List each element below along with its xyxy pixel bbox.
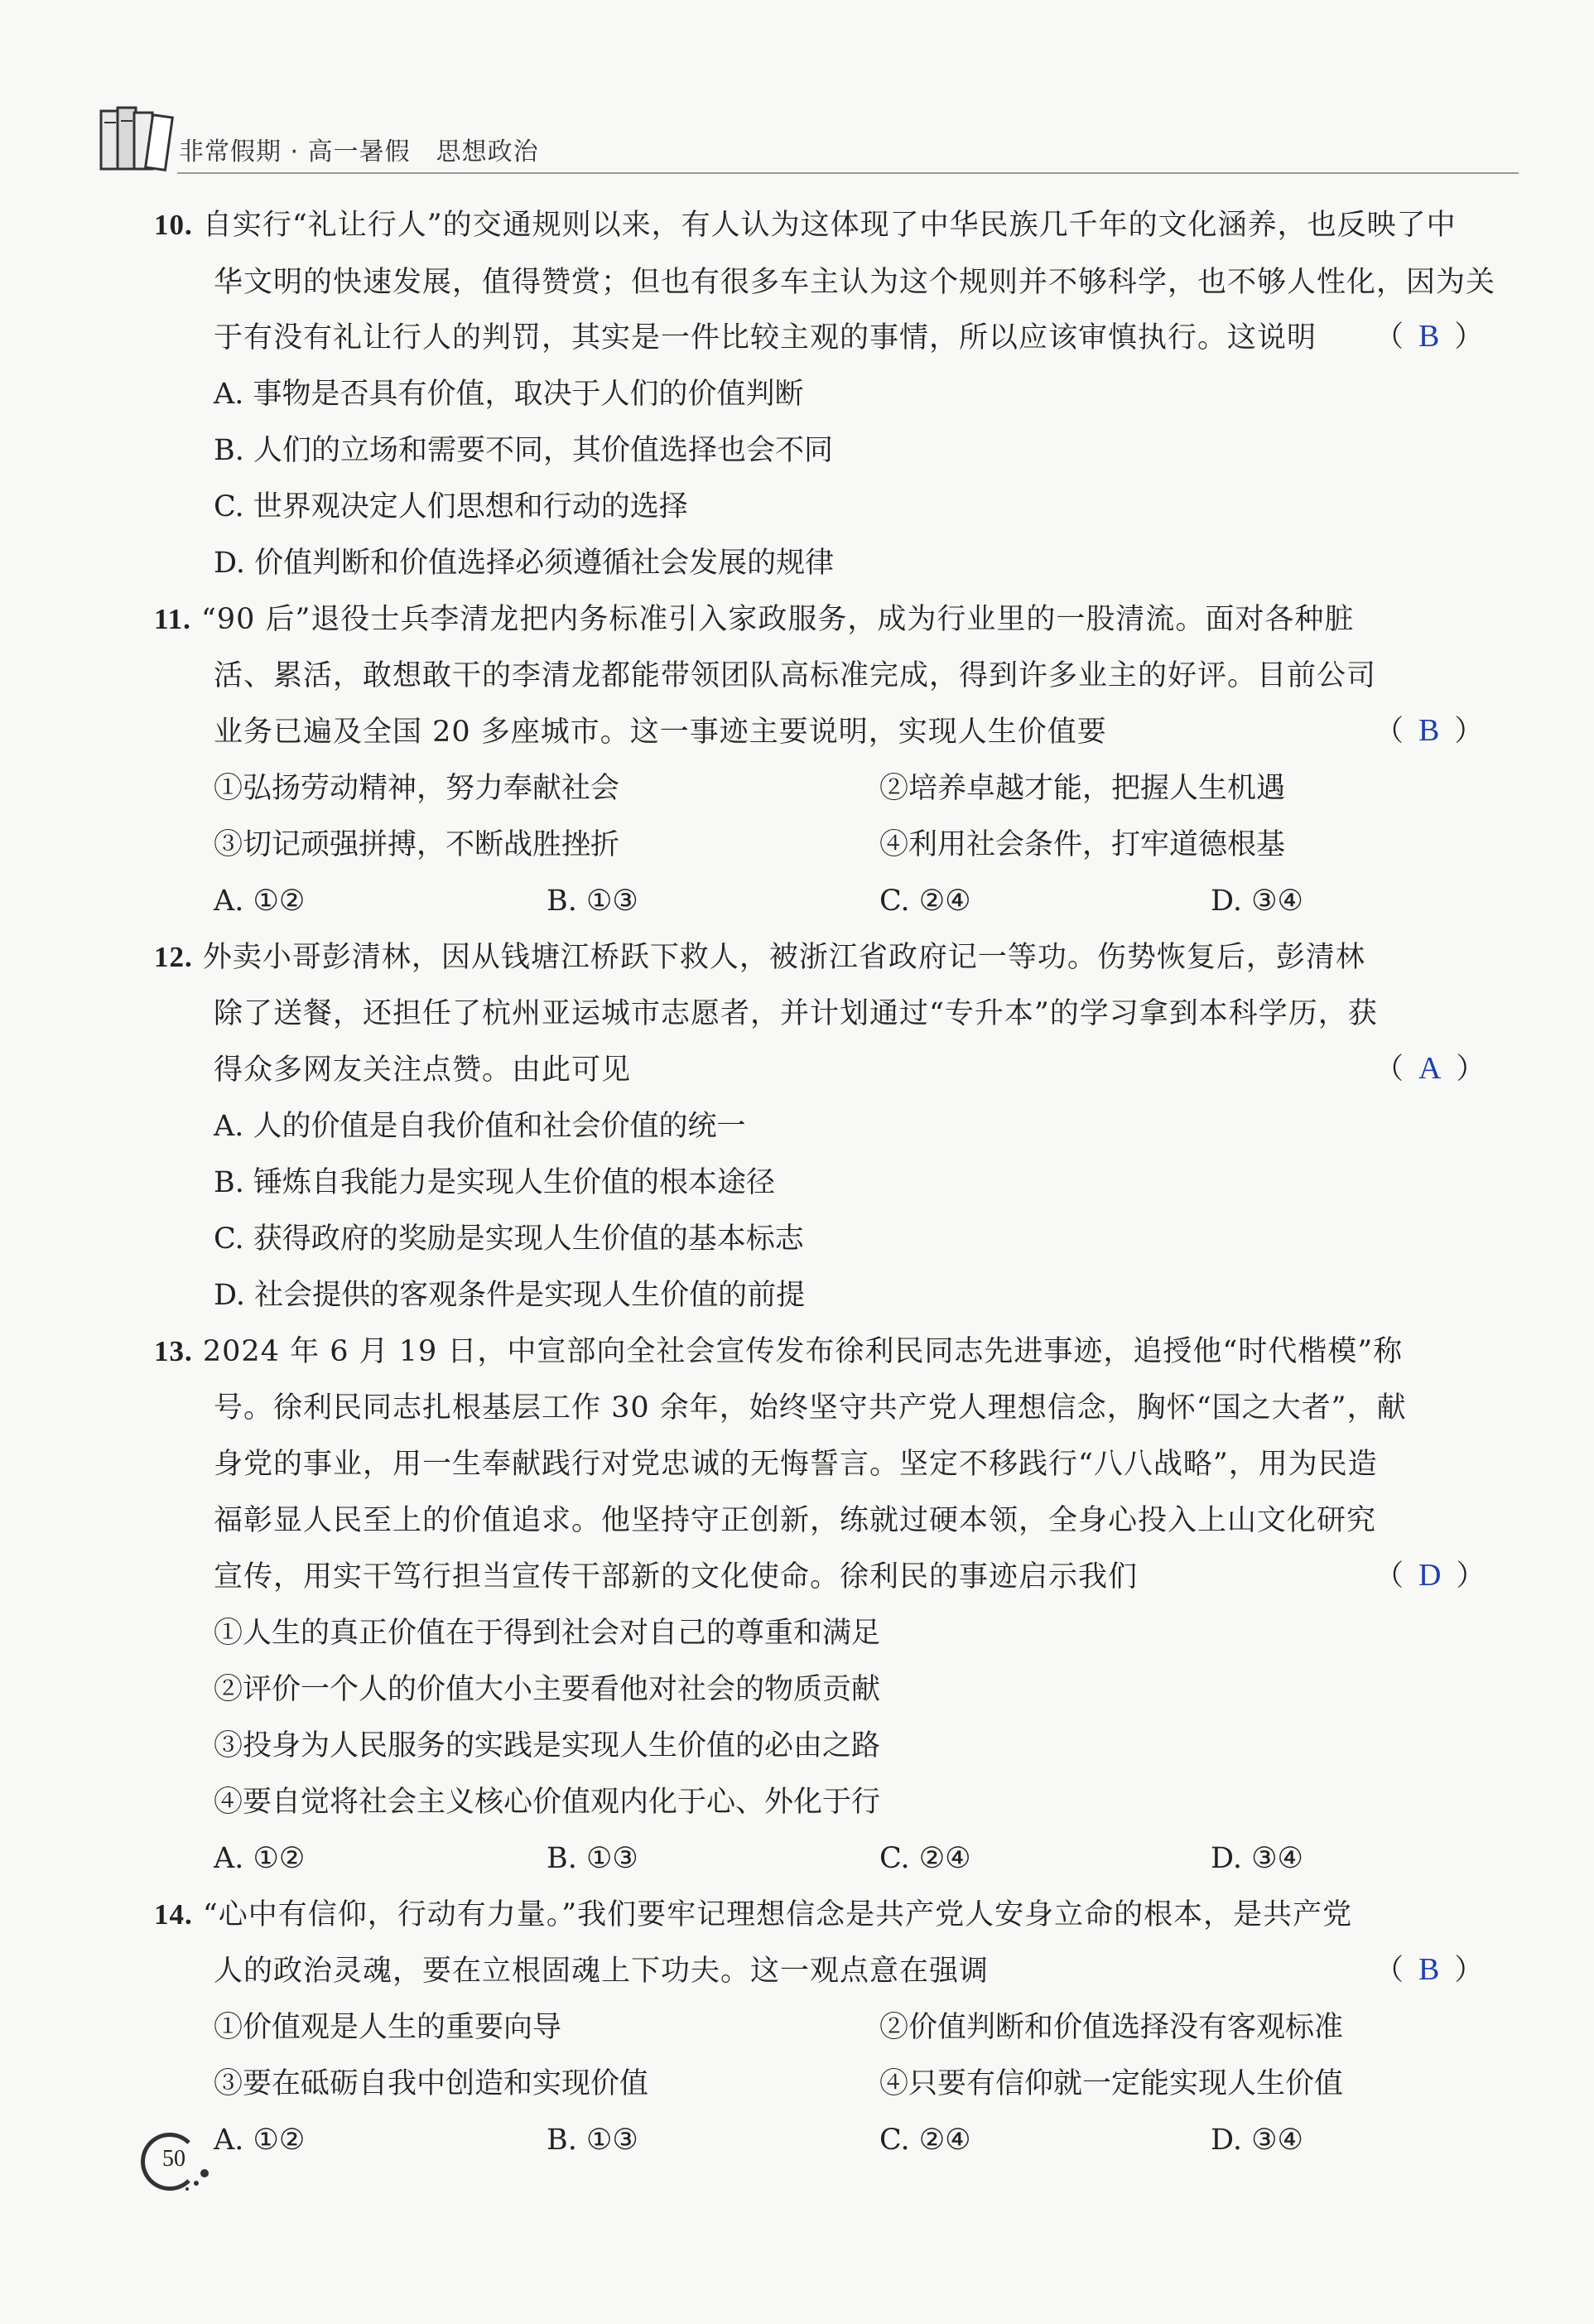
choice-b: B. ①③	[547, 2124, 638, 2157]
statement-1: ①弘扬劳动精神，努力奉献社会	[214, 772, 620, 805]
answer-letter: B	[1418, 1952, 1440, 1987]
answer-letter: B	[1418, 319, 1440, 354]
choice-d: D. ③④	[1211, 2124, 1303, 2157]
question-line: 业务已遍及全国 20 多座城市。这一事迹主要说明，实现人生价值要	[214, 716, 1107, 749]
choice-b: B. ①③	[547, 885, 638, 918]
statement-2: ②价值判断和价值选择没有客观标准	[879, 2011, 1344, 2044]
question-number: 12.	[154, 941, 193, 973]
question-line	[154, 603, 1354, 636]
choice-d: D. ③④	[1211, 885, 1303, 918]
choice-a: A. ①②	[214, 1842, 306, 1875]
statement-3: ③切记顽强拼搏，不断战胜挫折	[214, 828, 620, 861]
choice-d: D. ③④	[1211, 1842, 1303, 1875]
question-number: 13.	[154, 1335, 193, 1367]
question-line: 号。徐利民同志扎根基层工作 30 余年，始终坚守共产党人理想信念，胸怀“国之大者”，献	[214, 1391, 1407, 1425]
header-title: 非常假期 · 高一暑假 思想政治	[179, 137, 539, 166]
answer-box: （ B ）	[1375, 319, 1484, 354]
question-text: “90 后”退役士兵李清龙把内务标准引入家政服务，成为行业里的一股清流。面对各种脏	[200, 603, 1355, 636]
question-text: 自实行“礼让行人”的交通规则以来，有人认为这体现了中华民族几千年的文化涵养，也反映了中	[202, 209, 1457, 242]
question-line: 活、累活，敢想敢干的李清龙都能带领团队高标准完成，得到许多业主的好评。目前公司	[214, 659, 1377, 692]
question-text: 外卖小哥彭清林，因从钱塘江桥跃下救人，被浙江省政府记一等功。伤势恢复后，彭清林	[202, 941, 1365, 974]
question-line: 宣传，用实干笃行担当宣传干部新的文化使命。徐利民的事迹启示我们	[214, 1560, 1139, 1594]
statement-1: ①人生的真正价值在于得到社会对自己的尊重和满足	[214, 1617, 881, 1650]
statement-2: ②培养卓越才能，把握人生机遇	[879, 772, 1286, 805]
statement-4: ④利用社会条件，打牢道德根基	[879, 828, 1286, 861]
choice-c: C. ②④	[879, 1842, 971, 1875]
header-divider	[177, 172, 1519, 174]
statement-4: ④只要有信仰就一定能实现人生价值	[879, 2067, 1344, 2100]
answer-box: （ D ）	[1375, 1558, 1486, 1593]
choice-b: B. ①③	[547, 1842, 638, 1875]
decor-dot	[200, 2169, 209, 2177]
question-line	[154, 209, 1457, 242]
answer-letter: B	[1418, 713, 1440, 748]
statement-1: ①价值观是人生的重要向导	[214, 2011, 562, 2044]
page-number-text: 50	[162, 2146, 185, 2172]
question-line	[154, 1898, 1352, 1931]
option-d: D. 社会提供的客观条件是实现人生价值的前提	[214, 1279, 806, 1312]
decor-dot	[185, 2187, 189, 2191]
question-line: 华文明的快速发展，值得赞赏；但也有很多车主认为这个规则并不够科学，也不够人性化，因为关	[214, 266, 1496, 299]
option-a: A. 人的价值是自我价值和社会价值的统一	[214, 1110, 746, 1143]
decor-dot	[194, 2181, 199, 2186]
page-number	[141, 2133, 232, 2191]
question-line: 人的政治灵魂，要在立根固魂上下功夫。这一观点意在强调	[214, 1955, 990, 1988]
option-a: A. 事物是否具有价值，取决于人们的价值判断	[214, 378, 804, 411]
question-number: 11.	[154, 603, 191, 635]
option-b: B. 人们的立场和需要不同，其价值选择也会不同	[214, 434, 833, 467]
statement-3: ③投身为人民服务的实践是实现人生价值的必由之路	[214, 1729, 881, 1762]
page-header	[98, 106, 1522, 181]
question-number: 10.	[154, 209, 193, 241]
choice-a: A. ①②	[214, 2124, 306, 2157]
answer-box: （ B ）	[1375, 713, 1484, 748]
option-c: C. 获得政府的奖励是实现人生价值的基本标志	[214, 1222, 804, 1256]
choice-c: C. ②④	[879, 2124, 971, 2157]
statement-4: ④要自觉将社会主义核心价值观内化于心、外化于行	[214, 1786, 881, 1819]
question-line: 得众多网友关注点赞。由此可见	[214, 1054, 632, 1087]
choice-c: C. ②④	[879, 885, 971, 918]
question-text: “心中有信仰，行动有力量。”我们要牢记理想信念是共产党人安身立命的根本，是共产党	[202, 1898, 1353, 1931]
question-line: 福彰显人民至上的价值追求。他坚持守正创新，练就过硬本领，全身心投入上山文化研究	[214, 1504, 1377, 1537]
answer-letter: D	[1418, 1558, 1442, 1593]
question-text: 2024 年 6 月 19 日，中宣部向全社会宣传发布徐利民同志先进事迹，追授他“时代楷模”称	[202, 1335, 1404, 1368]
statement-3: ③要在砥砺自我中创造和实现价值	[214, 2067, 649, 2100]
question-line: 除了送餐，还担任了杭州亚运城市志愿者，并计划通过“专升本”的学习拿到本科学历，获	[214, 997, 1378, 1030]
option-b: B. 锤炼自我能力是实现人生价值的根本途径	[214, 1166, 775, 1199]
answer-box: （ B ）	[1375, 1952, 1484, 1987]
answer-box: （ A ）	[1375, 1051, 1486, 1086]
question-line: 于有没有礼让行人的判罚，其实是一件比较主观的事情，所以应该审慎执行。这说明	[214, 321, 1317, 354]
option-c: C. 世界观决定人们思想和行动的选择	[214, 490, 688, 523]
books-icon	[98, 106, 174, 172]
question-line	[154, 941, 1365, 974]
statement-2: ②评价一个人的价值大小主要看他对社会的物质贡献	[214, 1673, 881, 1706]
choice-a: A. ①②	[214, 885, 306, 918]
answer-letter: A	[1418, 1051, 1442, 1086]
option-d: D. 价值判断和价值选择必须遵循社会发展的规律	[214, 547, 835, 580]
question-line	[154, 1335, 1403, 1368]
question-line: 身党的事业，用一生奉献践行对党忠诚的无悔誓言。坚定不移践行“八八战略”，用为民造	[214, 1448, 1378, 1481]
question-number: 14.	[154, 1898, 193, 1931]
